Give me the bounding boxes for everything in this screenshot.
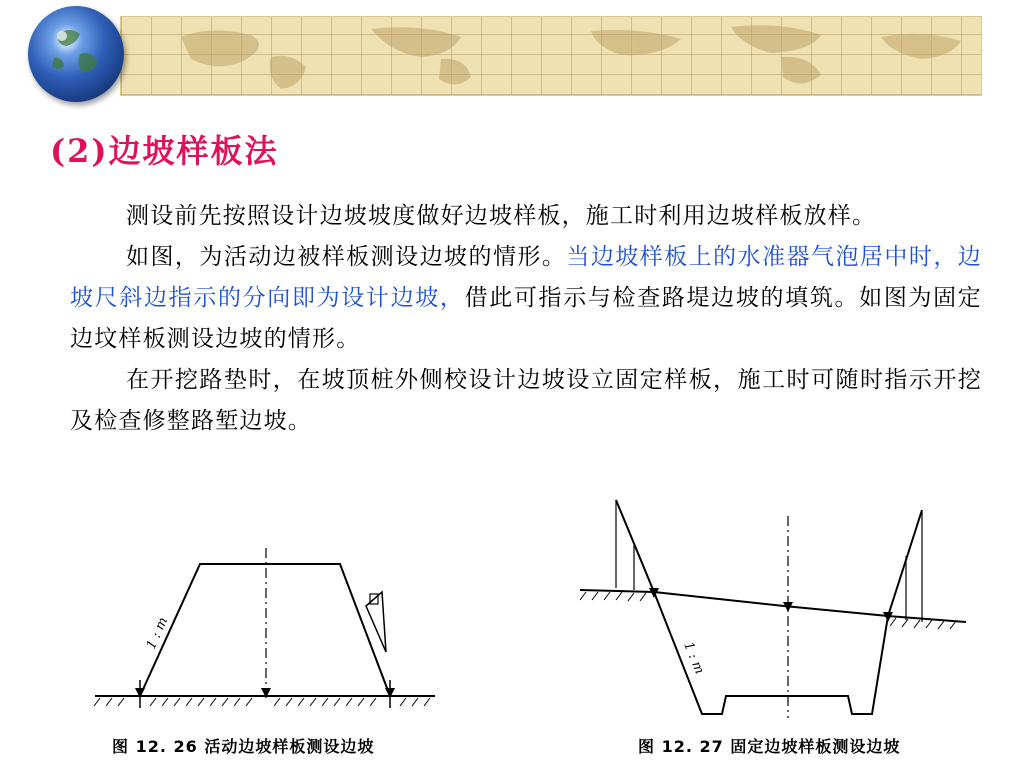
- cutting-diagram: [576, 496, 972, 728]
- header-banner: [0, 0, 1024, 100]
- left-template-slope: [616, 500, 654, 592]
- paragraph-3: [70, 360, 982, 442]
- figure-caption-1227: 图 12. 27 固定边坡样板测设边坡: [638, 737, 901, 756]
- world-map-graphic: [121, 17, 981, 95]
- paragraph-1: [70, 196, 982, 237]
- figure-caption-1226: 图 12. 26 活动边坡样板测设边坡: [112, 737, 375, 756]
- paragraph-1-text: 测设前先按照设计边坡坡度做好边坡样板，施工时利用边坡样板放样。: [126, 203, 877, 229]
- world-map-banner: [120, 16, 982, 96]
- paragraph-2-text-after: 借此可指示与检查路堤边坡的填筑。如图为固定边坟样板测设边坡的情形。: [70, 285, 982, 352]
- body-text: [70, 196, 982, 442]
- right-template-slope: [888, 510, 922, 616]
- globe-land-graphic: [36, 14, 116, 94]
- embankment-outline: [140, 564, 390, 696]
- paragraph-2-text-before: 如图，为活动边被样板测设边坡的情形。: [126, 244, 567, 270]
- original-ground: [580, 590, 966, 622]
- paragraph-2: [70, 237, 982, 360]
- embankment-diagram: [90, 530, 450, 730]
- slope-ratio-label: 1 : m: [680, 639, 707, 677]
- paragraph-3-text: 在开挖路垫时，在坡顶桩外侧校设计边坡设立固定样板，施工时可随时指示开挖及检查修整路堑边坡。: [70, 367, 982, 434]
- figure-embankment: [90, 530, 450, 730]
- figure-cutting: [576, 496, 972, 728]
- paragraph-2-highlight: 当边坡样板上的水准器气泡居中时，边坡尺斜边指示的分向即为设计边坡，: [70, 244, 982, 311]
- section-heading: (2)边坡样板法: [50, 132, 279, 170]
- ground-hatching: [580, 592, 956, 629]
- ground-hatching: [94, 698, 430, 706]
- slope-ratio-label: 1 : m: [143, 615, 172, 652]
